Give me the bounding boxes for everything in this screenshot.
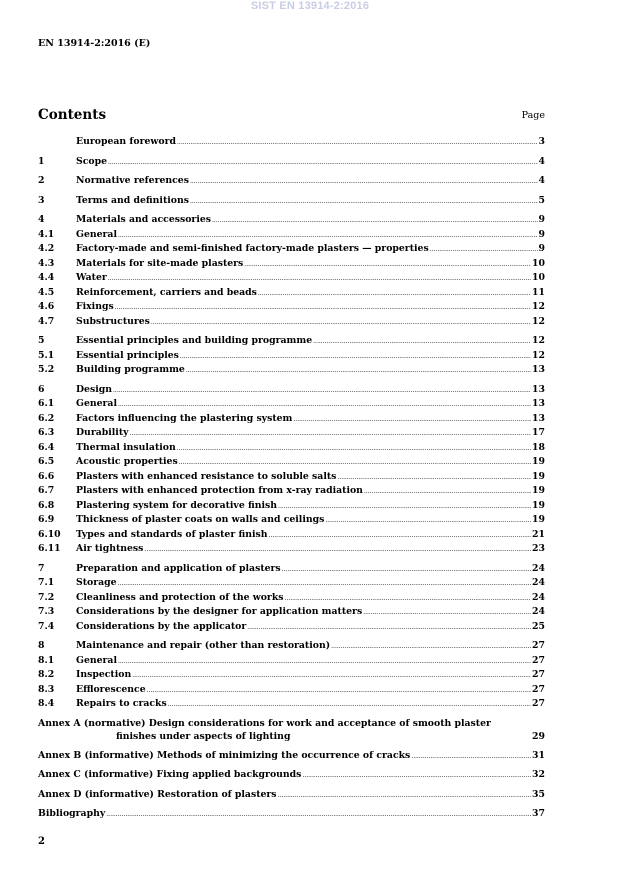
toc-entry: [38, 135, 545, 150]
toc-entry-title: Materials and accessories: [76, 214, 212, 225]
toc-entry-number: 6.6: [38, 470, 55, 482]
toc-entry: [38, 576, 545, 591]
toc-entry-number: 6.8: [38, 499, 55, 511]
toc-entry-page: 19: [532, 470, 545, 482]
toc-entry-number: 7: [38, 562, 45, 574]
toc-entry-page: 24: [532, 562, 545, 574]
toc-entry-title: Annex B (informative) Methods of minimizing the occurrence of cracks: [38, 749, 411, 761]
toc-entry-title: Types and standards of plaster finish: [76, 528, 268, 540]
toc-entry-page: 12: [532, 301, 545, 312]
toc-entry-title: Durability: [76, 427, 129, 438]
toc-entry-title: General: [76, 398, 117, 409]
toc-entry-number: 4.4: [38, 272, 55, 283]
toc-entry-page: 24: [532, 577, 545, 588]
toc-entry-title: Building programme: [76, 364, 185, 375]
toc-leader-dots: [132, 668, 531, 683]
annex-a-line2: [38, 730, 545, 744]
toc-leader-dots: [258, 286, 531, 301]
toc-entry: [38, 668, 545, 683]
toc-entry: [38, 397, 545, 412]
toc-entry-page: 13: [532, 398, 545, 409]
toc-entry-page: 13: [532, 383, 545, 395]
toc-entry: [38, 499, 545, 514]
toc-entry-title: Considerations by the applicator: [76, 620, 247, 632]
toc-entry-title: Thermal insulation: [76, 441, 176, 453]
toc-entry-page: 12: [532, 349, 545, 361]
toc-entry-title: Factors influencing the plastering system: [76, 412, 293, 424]
toc-leader-dots: [168, 697, 531, 712]
toc-entry: [38, 562, 545, 577]
toc-entry-title: General: [76, 654, 117, 666]
toc-entry: [38, 605, 545, 620]
toc-leader-dots: [313, 334, 531, 349]
toc-entry: [38, 542, 545, 557]
toc-entry-number: 6.2: [38, 412, 55, 424]
toc-entry-number: 4.3: [38, 257, 55, 269]
standard-id: EN 13914-2:2016 (E): [38, 38, 151, 49]
toc-leader-dots: [285, 591, 532, 606]
toc-entry: [38, 300, 545, 315]
toc-entry-page: 27: [532, 669, 545, 680]
toc-entry-annex-a: [38, 717, 545, 744]
toc-entry-title: Storage: [76, 577, 117, 588]
toc-entry-page: 4: [538, 175, 545, 186]
toc-entry-title: Cleanliness and protection of the works: [76, 591, 284, 603]
toc-entry-page: 19: [532, 514, 545, 525]
toc-entry-number: 8.3: [38, 683, 55, 695]
toc-leader-dots: [364, 484, 531, 499]
toc-entry-title: Plasters with enhanced protection from x-ray radiation: [76, 485, 363, 496]
toc-entry: [38, 334, 545, 349]
toc-leader-dots: [411, 749, 531, 764]
toc-entry-page: 35: [532, 788, 545, 800]
toc-entry: [38, 441, 545, 456]
toc-entry-page: 27: [532, 640, 545, 651]
toc-entry-number: 5.2: [38, 364, 55, 375]
toc-leader-dots: [108, 155, 538, 170]
toc-entry-title: Plastering system for decorative finish: [76, 499, 278, 511]
toc-entry: [38, 271, 545, 286]
toc-leader-dots: [331, 639, 531, 654]
toc-entry-title: Scope: [76, 155, 107, 167]
toc-entry-title: Efflorescence: [76, 683, 146, 695]
toc-entry-title: Terms and definitions: [76, 194, 189, 206]
toc-leader-dots: [144, 542, 531, 557]
toc-entry-page: 9: [538, 214, 545, 225]
toc-entry: [38, 383, 545, 398]
toc-entry-title: Annex D (informative) Restoration of plasters: [38, 788, 277, 800]
toc-leader-dots: [247, 620, 531, 635]
toc-entry-page: 17: [532, 427, 545, 438]
toc-entry: [38, 349, 545, 364]
toc-entry: [38, 591, 545, 606]
toc-leader-dots: [430, 242, 538, 257]
toc-entry-number: 6: [38, 383, 45, 395]
toc-entry-number: 6.1: [38, 398, 55, 409]
toc-entry: [38, 455, 545, 470]
toc-entry-title: Materials for site-made plasters: [76, 257, 244, 269]
toc-entry-title: Air tightness: [76, 543, 144, 554]
toc-leader-dots: [190, 174, 538, 189]
toc-entry: [38, 426, 545, 441]
toc-entry-number: 8: [38, 640, 45, 651]
toc-entry-title: Water: [76, 272, 107, 283]
toc-entry-number: 6.3: [38, 427, 55, 438]
toc-leader-dots: [113, 383, 531, 398]
toc-entry-page: 5: [538, 194, 545, 206]
toc-entry: [38, 683, 545, 698]
toc-entry: [38, 513, 545, 528]
toc-entry-title: Acoustic properties: [76, 456, 178, 467]
toc-entry-title: General: [76, 228, 117, 240]
toc-entry-page: 11: [532, 286, 545, 298]
toc-entry-page: 23: [532, 543, 545, 554]
toc-entry-page: 19: [532, 485, 545, 496]
toc-entry-page: 21: [532, 528, 545, 540]
toc-entry-number: 8.1: [38, 654, 55, 666]
toc-entry-number: 6.4: [38, 441, 55, 453]
toc-entry-page: 37: [532, 808, 545, 819]
toc-entry: [38, 155, 545, 170]
toc-entry-page: 24: [532, 606, 545, 617]
page-column-label: Page: [521, 110, 545, 121]
toc-entry-number: 6.9: [38, 514, 55, 525]
toc-entry: [38, 484, 545, 499]
toc-leader-dots: [118, 576, 532, 591]
toc-leader-dots: [177, 135, 538, 150]
toc-entry-page: 19: [532, 456, 545, 467]
toc-entry: [38, 639, 545, 654]
toc-entry: [38, 528, 545, 543]
toc-leader-dots: [147, 683, 531, 698]
toc-entry-page: 27: [532, 698, 545, 709]
toc-entry-title: Considerations by the designer for application matters: [76, 606, 363, 617]
toc-entry-number: 8.2: [38, 669, 55, 680]
toc-leader-dots: [244, 257, 531, 272]
toc-leader-dots: [282, 562, 531, 577]
toc-entry-page: 10: [532, 272, 545, 283]
toc-entry-page: 27: [532, 654, 545, 666]
toc-entry-number: 4.7: [38, 315, 55, 327]
annex-a-page: 29: [532, 731, 545, 742]
toc-leader-dots: [118, 397, 531, 412]
toc-entry-title: Bibliography: [38, 808, 106, 819]
toc-entry-number: 2: [38, 175, 45, 186]
toc-entry-number: 6.11: [38, 543, 61, 554]
toc-entry-page: 3: [538, 136, 545, 147]
toc-entry-page: 13: [532, 364, 545, 375]
toc-entry-number: 7.4: [38, 620, 55, 632]
toc-entry: [38, 620, 545, 635]
toc-entry-annex: [38, 768, 545, 783]
toc-entry-page: 19: [532, 499, 545, 511]
contents-title: Contents: [38, 107, 107, 123]
toc-entry-page: 12: [532, 335, 545, 346]
toc-entry-number: 5.1: [38, 349, 55, 361]
toc-leader-dots: [106, 807, 531, 822]
toc-entry-number: 7.3: [38, 606, 55, 617]
toc-entry: [38, 315, 545, 330]
toc-entry: [38, 242, 545, 257]
toc-leader-dots: [108, 271, 531, 286]
table-of-contents: [38, 135, 545, 822]
toc-entry: [38, 174, 545, 189]
toc-entry-page: 13: [532, 412, 545, 424]
toc-entry-page: 4: [538, 155, 545, 167]
toc-entry: [38, 697, 545, 712]
toc-entry-page: 9: [538, 228, 545, 240]
toc-entry-title: Factory-made and semi-finished factory-made plasters — properties: [76, 243, 429, 254]
toc-leader-dots: [179, 455, 531, 470]
toc-entry-page: 10: [532, 257, 545, 269]
toc-leader-dots: [302, 768, 531, 783]
toc-entry: [38, 412, 545, 427]
toc-leader-dots: [293, 412, 531, 427]
toc-entry-number: 3: [38, 194, 45, 206]
toc-entry-title: Plasters with enhanced resistance to soluble salts: [76, 470, 337, 482]
toc-leader-dots: [180, 349, 531, 364]
toc-entry-title: Inspection: [76, 669, 132, 680]
toc-entry-title: Design: [76, 383, 113, 395]
toc-leader-dots: [115, 300, 531, 315]
toc-entry-page: 27: [532, 683, 545, 695]
toc-entry-title: Essential principles: [76, 349, 179, 361]
toc-entry-page: 24: [532, 591, 545, 603]
annex-a-line1: Annex A (normative) Design considerations for work and acceptance of smooth plaster: [38, 717, 491, 729]
toc-leader-dots: [278, 788, 532, 803]
toc-leader-dots: [278, 499, 531, 514]
toc-entry-number: 6.5: [38, 456, 55, 467]
toc-entry-annex: [38, 749, 545, 764]
toc-entry-number: 5: [38, 335, 45, 346]
toc-entry-number: 6.7: [38, 485, 55, 496]
toc-entry-number: 6.10: [38, 528, 61, 540]
toc-leader-dots: [212, 213, 538, 228]
toc-entry-page: 18: [532, 441, 545, 453]
toc-entry-number: 8.4: [38, 698, 55, 709]
toc-entry-number: 1: [38, 155, 45, 167]
toc-entry: [38, 470, 545, 485]
toc-entry: [38, 228, 545, 243]
toc-entry-annex: [38, 788, 545, 803]
toc-entry-number: 7.1: [38, 577, 55, 588]
toc-leader-dots: [190, 194, 538, 209]
page-number: 2: [38, 836, 45, 847]
toc-entry-number: 4: [38, 214, 45, 225]
toc-leader-dots: [186, 363, 531, 378]
contents-header: [38, 107, 545, 123]
toc-entry-page: 32: [532, 769, 545, 780]
toc-entry-title: Annex C (informative) Fixing applied backgrounds: [38, 769, 302, 780]
toc-entry-number: 7.2: [38, 591, 55, 603]
toc-leader-dots: [363, 605, 531, 620]
toc-entry-title: Thickness of plaster coats on walls and ceilings: [76, 514, 325, 525]
toc-leader-dots: [118, 654, 531, 669]
toc-entry-number: 4.2: [38, 243, 55, 254]
toc-entry-number: 4.1: [38, 228, 55, 240]
toc-entry-number: 4.6: [38, 301, 55, 312]
toc-leader-dots: [130, 426, 532, 441]
toc-entry-title: Substructures: [76, 315, 150, 327]
toc-leader-dots: [337, 470, 531, 485]
toc-entry: [38, 257, 545, 272]
watermark: SIST EN 13914-2:2016: [250, 0, 370, 12]
toc-leader-dots: [269, 528, 532, 543]
toc-leader-dots: [325, 513, 531, 528]
annex-a-title-cont: finishes under aspects of lighting: [116, 731, 291, 742]
toc-entry-title: Maintenance and repair (other than restoration): [76, 640, 331, 651]
toc-entry-annex: [38, 807, 545, 822]
toc-entry-title: Repairs to cracks: [76, 698, 167, 709]
toc-entry: [38, 213, 545, 228]
toc-entry-title: Preparation and application of plasters: [76, 562, 281, 574]
toc-entry-page: 31: [532, 749, 545, 761]
toc-entry-page: 25: [532, 620, 545, 632]
toc-leader-dots: [151, 315, 531, 330]
toc-entry-page: 12: [532, 315, 545, 327]
toc-entry-page: 9: [538, 243, 545, 254]
toc-entry: [38, 286, 545, 301]
toc-entry-title: Normative references: [76, 175, 189, 186]
toc-leader-dots: [177, 441, 531, 456]
toc-entry: [38, 654, 545, 669]
toc-entry-number: 4.5: [38, 286, 55, 298]
toc-entry-title: Reinforcement, carriers and beads: [76, 286, 257, 298]
toc-entry-title: Essential principles and building programme: [76, 335, 313, 346]
toc-entry: [38, 194, 545, 209]
toc-entry-title: Fixings: [76, 301, 114, 312]
toc-leader-dots: [118, 228, 538, 243]
toc-entry-title: European foreword: [76, 136, 176, 147]
toc-entry: [38, 363, 545, 378]
